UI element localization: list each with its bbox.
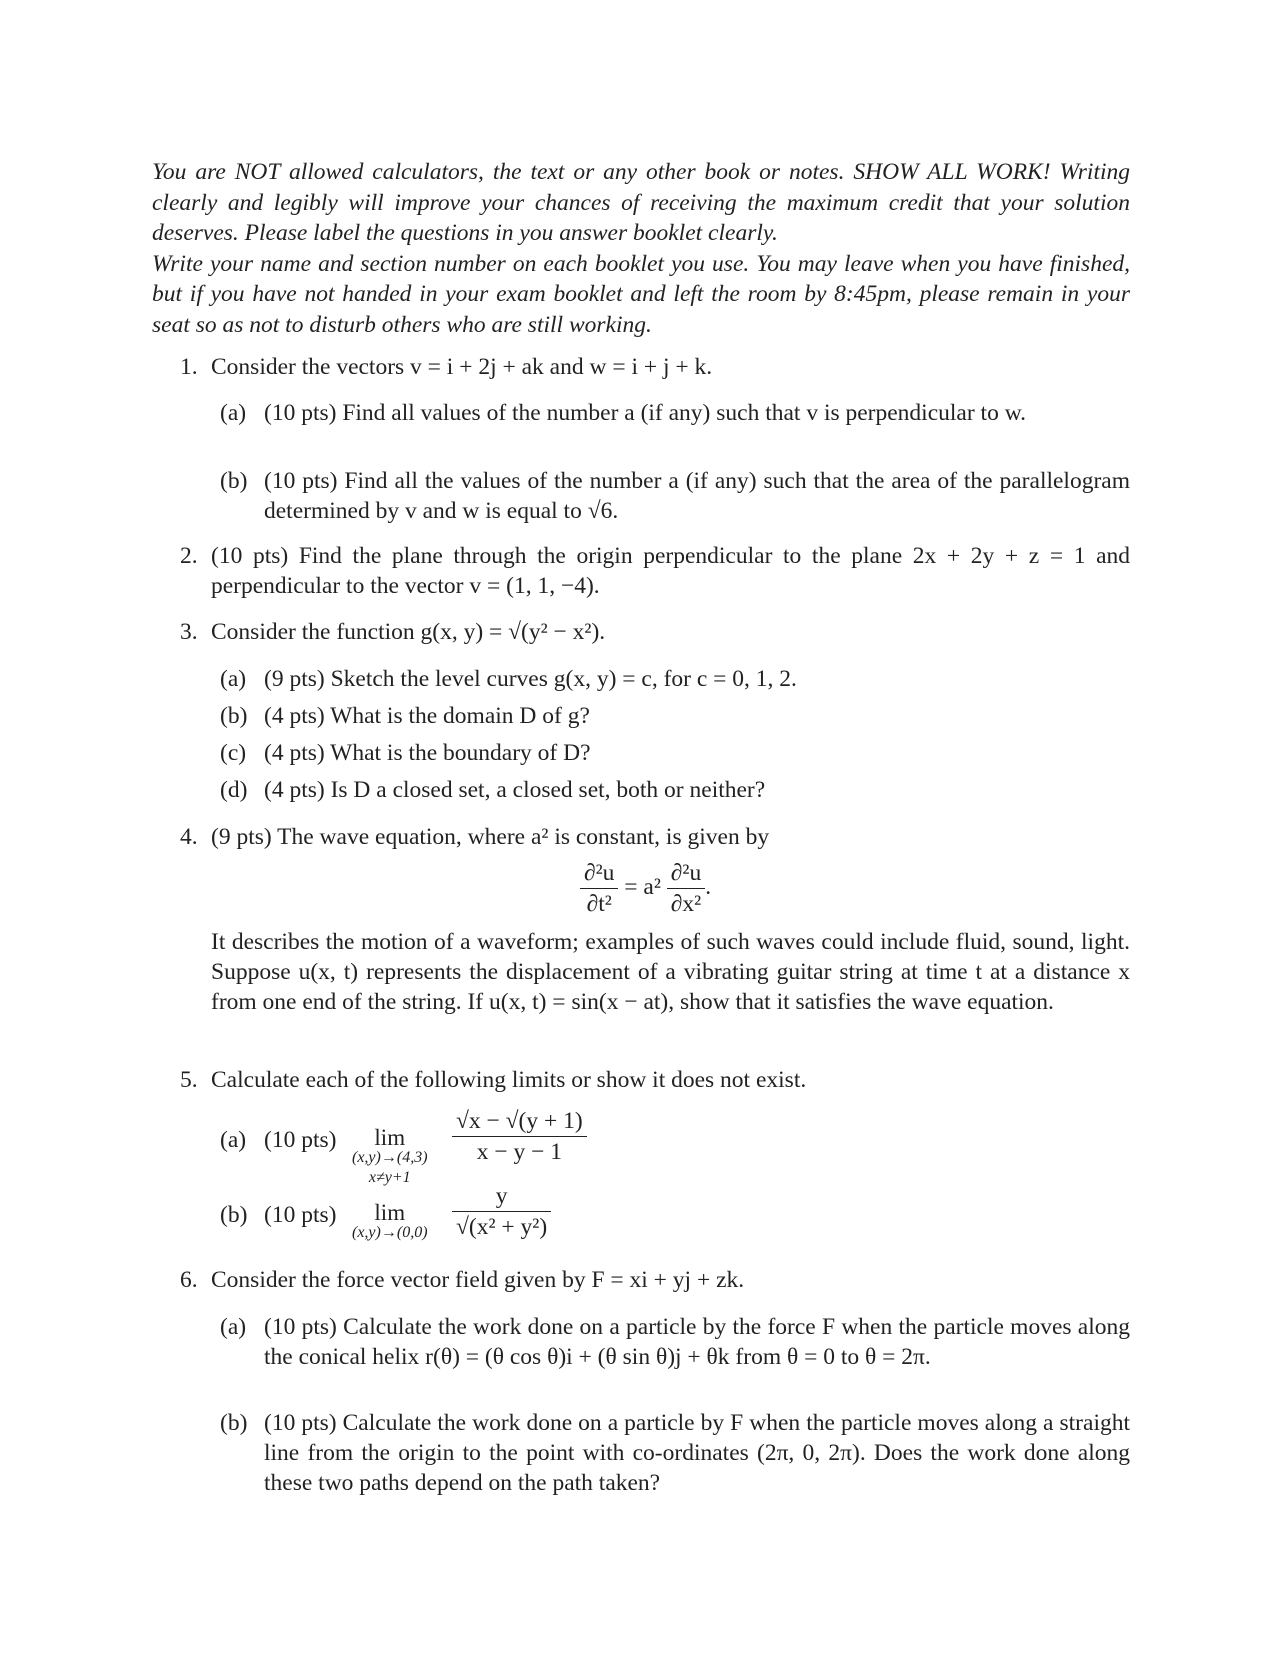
limit-a-fraction [452, 1106, 587, 1167]
lhs-numerator: ∂²u [580, 858, 618, 889]
part-points: (10 pts) [264, 1202, 337, 1228]
part-label: (b) [220, 468, 248, 494]
part-text: (4 pts) What is the domain D of g? [264, 703, 590, 729]
question-number: 6. [180, 1267, 198, 1293]
question-number: 3. [180, 619, 198, 645]
question-number: 5. [180, 1067, 198, 1093]
part-text: (4 pts) What is the boundary of D? [264, 740, 591, 766]
part-label: (a) [220, 1127, 247, 1153]
lhs-denominator: ∂t² [586, 891, 612, 917]
question-number: 2. [180, 543, 198, 569]
part-label: (a) [220, 400, 247, 426]
rhs-fraction [667, 858, 705, 919]
part-label: (d) [220, 777, 248, 803]
part-text: (10 pts) Calculate the work done on a particle by the force F when the particle moves along the conical helix r(θ) = (θ cos θ)i + (θ sin θ)j + θk from θ = 0 to θ = 2π. [264, 1314, 1130, 1370]
question-stem: Calculate each of the following limits or show it does not exist. [211, 1067, 807, 1093]
wave-equation [580, 858, 780, 924]
lim-condition: x≠y+1 [368, 1169, 411, 1186]
question-body: It describes the motion of a waveform; examples of such waves could include fluid, sound, light. Suppose u(x, t) represents the displacement of a vibrating guitar string at time t at a distance x from one end of the string. If u(x, t) = sin(x − at), show that it satisfies the wave equation. [211, 929, 1130, 1015]
numerator: √x − √(y + 1) [452, 1106, 587, 1137]
equals-a-squared: = a² [624, 873, 661, 900]
part-label: (c) [220, 740, 247, 766]
question-stem: Consider the function g(x, y) = √(y² − x²). [211, 619, 606, 645]
part-label: (a) [220, 1314, 247, 1340]
question-stem: (9 pts) The wave equation, where a² is constant, is given by [211, 824, 770, 850]
lhs-fraction [580, 858, 618, 919]
part-label: (b) [220, 1202, 248, 1228]
part-label: (a) [220, 666, 247, 692]
lim-word: lim [374, 1125, 406, 1150]
part-label: (b) [220, 1410, 248, 1436]
lim-subscript: (x,y)→(0,0) [352, 1224, 428, 1241]
limit-b-fraction [452, 1181, 551, 1242]
lim-word: lim [374, 1200, 406, 1225]
instructions-paragraph-1: You are NOT allowed calculators, the text or any other book or notes. SHOW ALL WORK! Writing clearly and legibly will improve your chances of receiving the maximum credit that your solution deserves. Please label the questions in you answer booklet clearly. [152, 159, 1130, 246]
question-number: 1. [180, 354, 198, 380]
rhs-denominator: ∂x² [670, 891, 702, 917]
denominator: √(x² + y²) [456, 1214, 548, 1240]
instructions-paragraph-2: Write your name and section number on each booklet you use. You may leave when you have finished, but if you have not handed in your exam booklet and left the room by 8:45pm, please remain in your seat so as not to disturb others who are still working. [152, 250, 1130, 338]
lim-subscript: (x,y)→(4,3) [352, 1149, 428, 1166]
part-text: (10 pts) Find all values of the number a (if any) such that v is perpendicular to w. [264, 400, 1027, 426]
part-label: (b) [220, 703, 248, 729]
question-number: 4. [180, 824, 198, 850]
instructions [152, 157, 1130, 340]
limit-b [352, 1200, 428, 1243]
part-text: (10 pts) Calculate the work done on a particle by F when the particle moves along a straight line from the origin to the point with co-ordinates (2π, 0, 2π). Does the work done along these two paths depend on the path taken? [264, 1410, 1130, 1496]
period: . [705, 873, 712, 900]
numerator: y [452, 1181, 551, 1212]
part-points: (10 pts) [264, 1127, 337, 1153]
question-stem: (10 pts) Find the plane through the origin perpendicular to the plane 2x + 2y + z = 1 and perpendicular to the vector v = (1, 1, −4). [211, 543, 1130, 599]
part-text: (10 pts) Find all the values of the number a (if any) such that the area of the parallelogram determined by v and w is equal to √6. [264, 468, 1130, 524]
question-stem: Consider the force vector field given by F = xi + yj + zk. [211, 1267, 745, 1293]
rhs-numerator: ∂²u [667, 858, 705, 889]
question-stem: Consider the vectors v = i + 2j + ak and w = i + j + k. [211, 354, 713, 380]
part-text: (4 pts) Is D a closed set, a closed set, both or neither? [264, 777, 766, 803]
part-text: (9 pts) Sketch the level curves g(x, y) = c, for c = 0, 1, 2. [264, 666, 797, 692]
limit-a [352, 1125, 428, 1188]
denominator: x − y − 1 [476, 1139, 562, 1165]
